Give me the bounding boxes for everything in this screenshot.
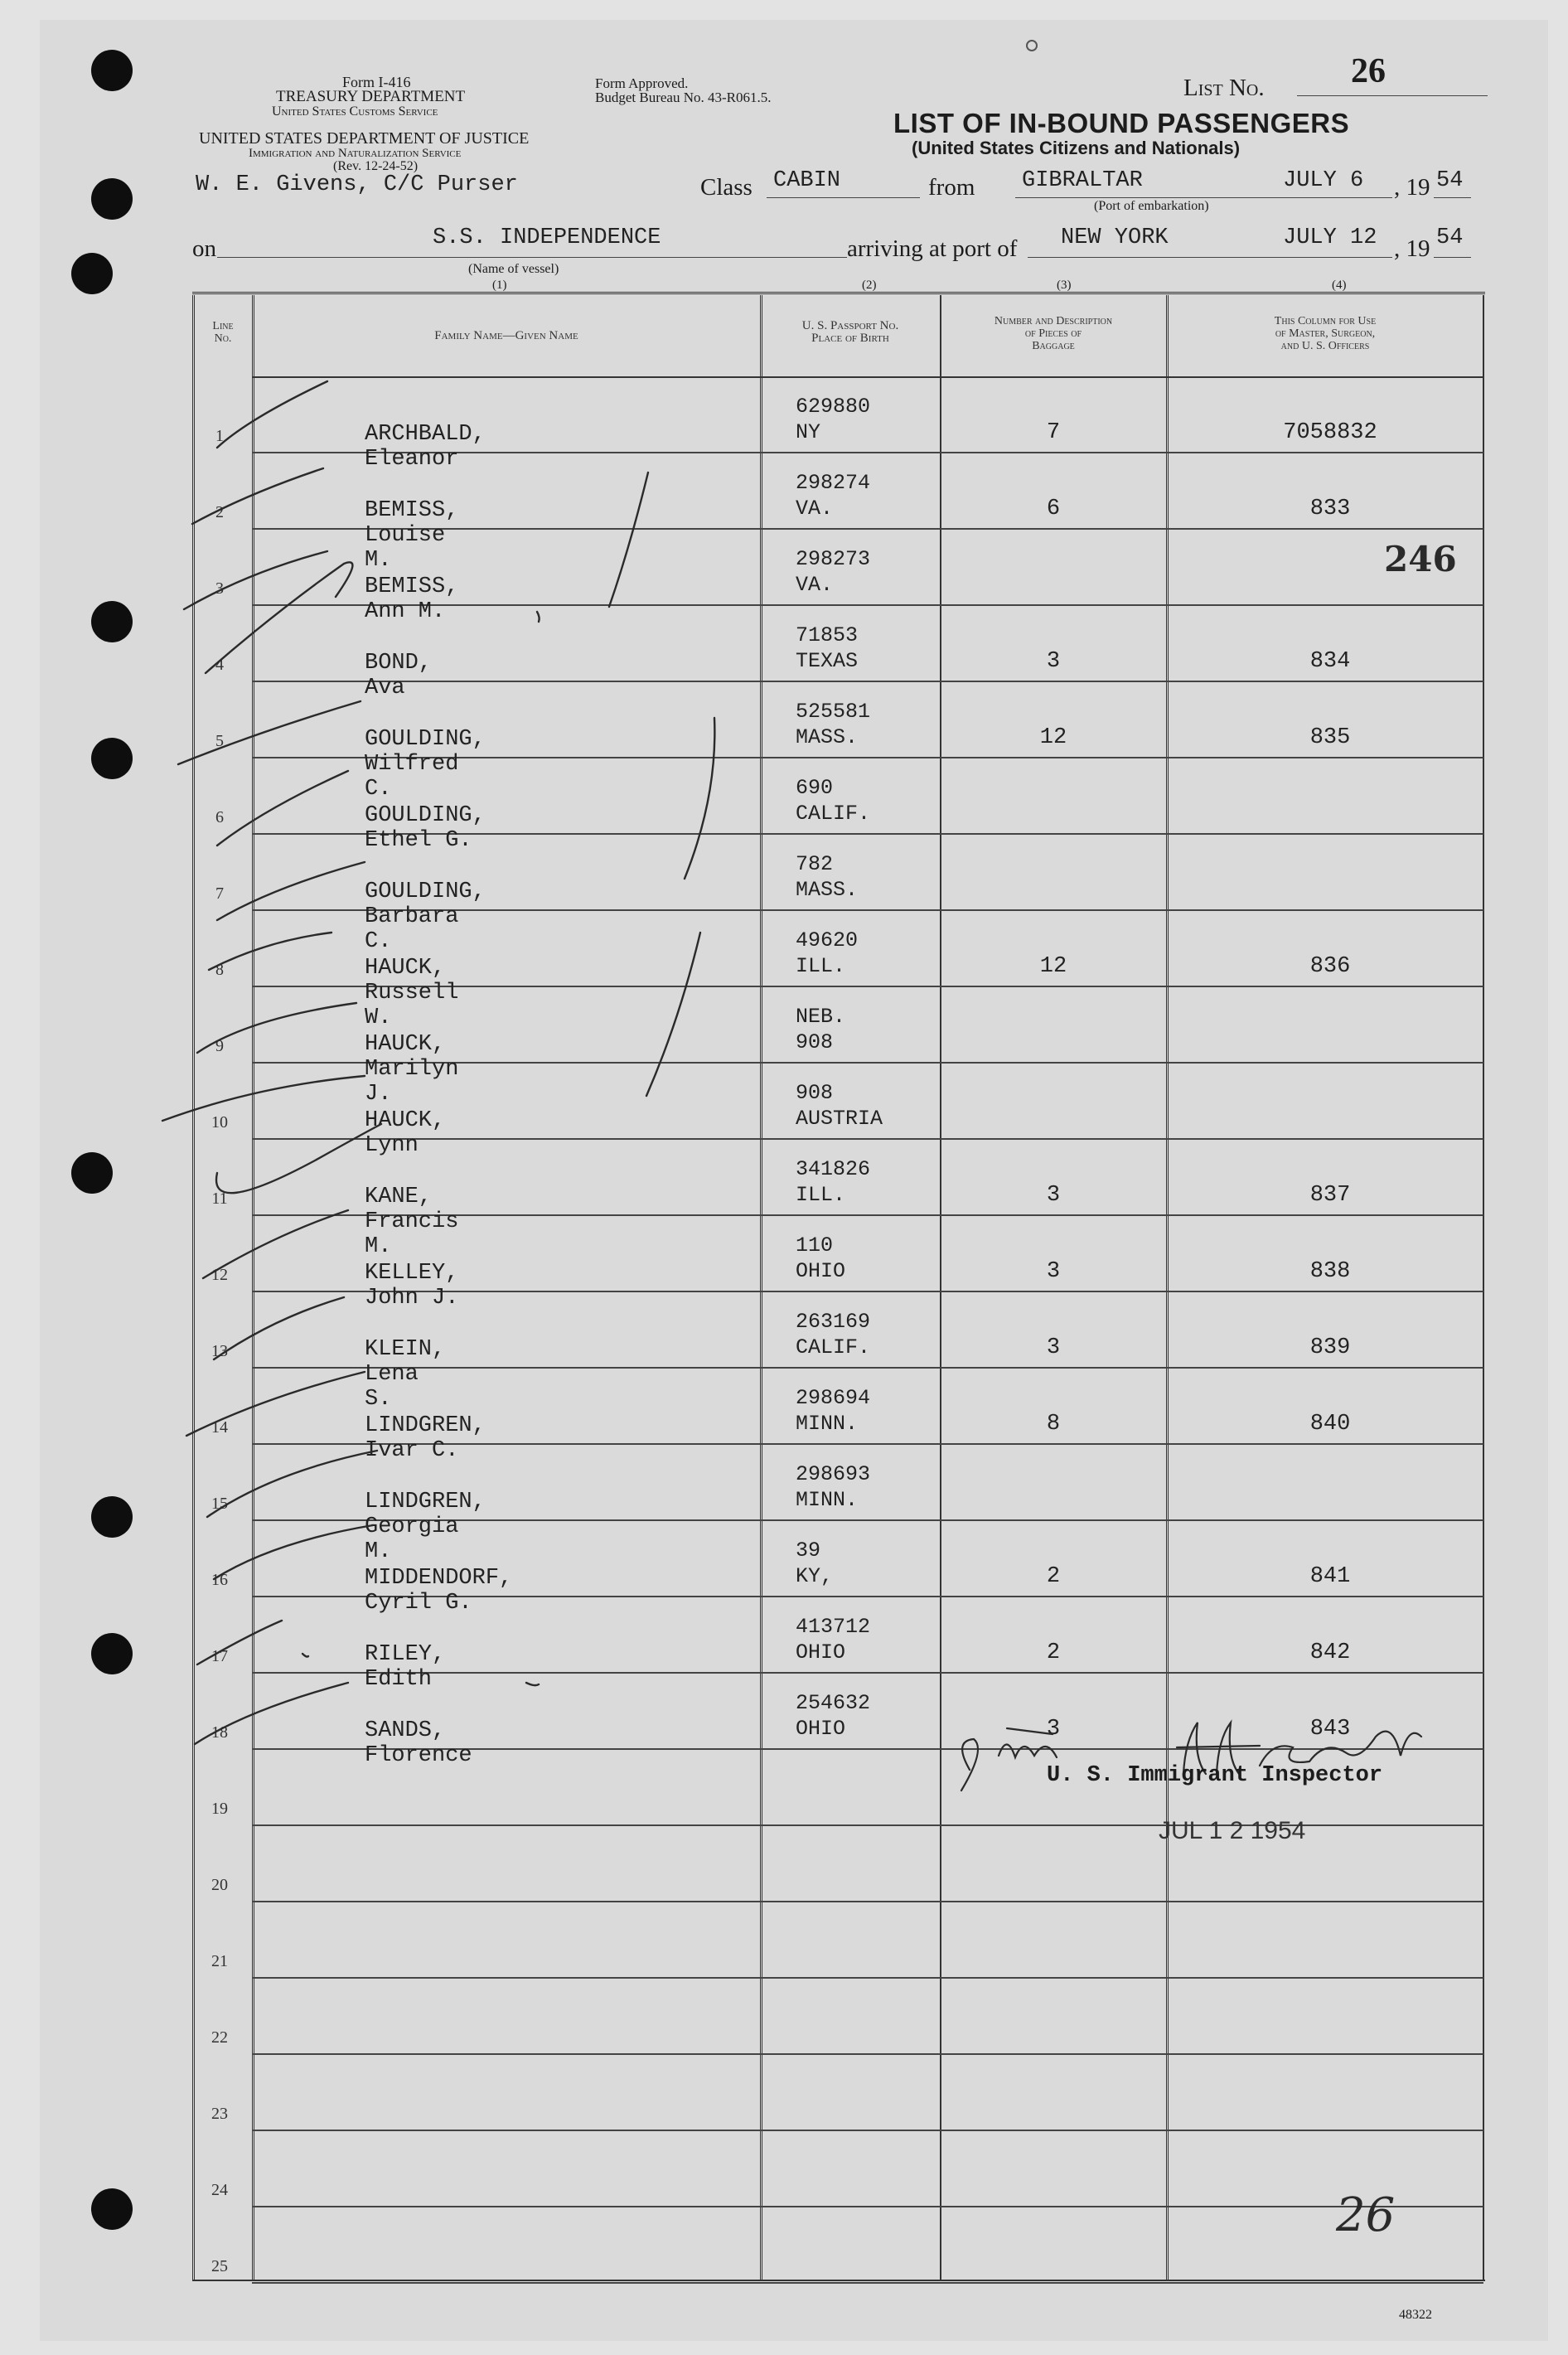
form-approved: Form Approved. (595, 75, 689, 91)
officer-entry: 833 (1309, 497, 1351, 521)
page-subtitle: (United States Citizens and Nationals) (912, 138, 1241, 158)
row-number: 16 (211, 1571, 228, 1589)
page-title: LIST OF IN-BOUND PASSENGERS (893, 108, 1350, 138)
list-no-value: 26 (1351, 52, 1386, 90)
row-number: 24 (211, 2181, 228, 2199)
passport-number: 263169 (796, 1310, 871, 1334)
passenger-name: GOULDING, Barbara C. (365, 879, 486, 954)
baggage-count: 3 (1046, 1335, 1061, 1360)
row-number: 7 (215, 884, 224, 903)
row-number: 11 (211, 1190, 228, 1208)
passport-number: 413712 (796, 1615, 871, 1639)
passenger-name: HAUCK, Lynn (365, 1108, 446, 1158)
form-number: Form I-416 (342, 74, 411, 90)
port-embarkation-caption: (Port of embarkation) (1094, 199, 1209, 213)
col-header-officers: This Column for Use of Master, Surgeon, and U. S. Officers (1274, 315, 1377, 352)
ins-label: Immigration and Naturalization Service (249, 147, 462, 160)
col-header-baggage: Number and Description of Pieces of Baggage (994, 315, 1113, 352)
place-of-birth: OHIO (796, 1717, 846, 1741)
baggage-count: 3 (1046, 649, 1061, 674)
passport-number: 71853 (796, 623, 859, 647)
place-of-birth: CALIF. (796, 1335, 871, 1359)
row-number: 9 (215, 1037, 224, 1055)
passenger-name: KELLEY, John J. (365, 1261, 459, 1311)
row-number: 21 (211, 1952, 228, 1970)
officer-entry: 841 (1309, 1564, 1351, 1589)
class-label: Class (700, 174, 753, 201)
place-of-birth: KY, (796, 1564, 834, 1588)
place-of-birth: VA. (796, 497, 834, 521)
passport-number: 298694 (796, 1386, 871, 1410)
row-number: 14 (211, 1418, 228, 1437)
row-number: 6 (215, 808, 224, 826)
baggage-count: 6 (1046, 497, 1061, 521)
row-number: 25 (211, 2257, 228, 2275)
departure-date: JULY 6 (1283, 168, 1364, 193)
vessel-caption: (Name of vessel) (468, 262, 559, 276)
place-of-birth: MASS. (796, 878, 859, 902)
passport-number: 49620 (796, 928, 859, 952)
row-number: 12 (211, 1266, 228, 1284)
passport-number: 690 (796, 776, 834, 800)
stamp-date: JUL 1 2 1954 (1159, 1817, 1306, 1844)
arrival-port: NEW YORK (1061, 225, 1169, 250)
place-of-birth: MASS. (796, 725, 859, 749)
passenger-name: KANE, Francis M. (365, 1185, 459, 1259)
handwritten-246: 246 (1384, 539, 1457, 579)
place-of-birth: OHIO (796, 1640, 846, 1664)
baggage-count: 8 (1046, 1412, 1061, 1437)
baggage-count: 12 (1039, 954, 1067, 979)
place-of-birth: OHIO (796, 1259, 846, 1283)
row-number: 3 (215, 579, 224, 598)
row-number: 20 (211, 1876, 228, 1894)
passport-number: 341826 (796, 1157, 871, 1181)
passport-number: 298693 (796, 1462, 871, 1486)
baggage-count: 7 (1046, 420, 1061, 445)
place-of-birth: TEXAS (796, 649, 859, 673)
vessel-name: S.S. INDEPENDENCE (433, 225, 661, 250)
year-prefix-2: , 19 (1394, 235, 1430, 262)
passenger-name: LINDGREN, Ivar C. (365, 1413, 486, 1463)
row-number: 13 (211, 1342, 228, 1360)
place-of-birth: AUSTRIA (796, 1107, 883, 1131)
officer-entry: 840 (1309, 1412, 1351, 1437)
passport-number: NEB. (796, 1005, 846, 1029)
passenger-name: KLEIN, Lena S. (365, 1337, 446, 1412)
row-number: 19 (211, 1800, 228, 1818)
handwritten-26: 26 (1336, 2188, 1396, 2242)
col-header-name: Family Name—Given Name (434, 329, 578, 342)
passenger-name: GOULDING, Ethel G. (365, 803, 486, 853)
col-num-1: (1) (492, 279, 507, 292)
row-number: 4 (215, 656, 224, 674)
passport-number: 110 (796, 1233, 834, 1257)
row-number: 8 (215, 961, 224, 979)
row-number: 22 (211, 2028, 228, 2047)
place-of-birth: NY (796, 420, 821, 444)
place-of-birth: MINN. (796, 1488, 859, 1512)
passport-number: 39 (796, 1539, 821, 1563)
row-number: 18 (211, 1723, 228, 1742)
officer-entry: 836 (1309, 954, 1351, 979)
row-number: 10 (211, 1113, 228, 1131)
place-of-birth: MINN. (796, 1412, 859, 1436)
row-number: 5 (215, 732, 224, 750)
passenger-name: BEMISS, Ann M. (365, 574, 459, 624)
baggage-count: 3 (1046, 1717, 1061, 1742)
place-of-birth: 908 (796, 1030, 834, 1054)
officer-entry: 839 (1309, 1335, 1351, 1360)
customs-service: United States Customs Service (272, 104, 438, 119)
col-num-4: (4) (1332, 279, 1347, 292)
year-suffix-1: 54 (1436, 168, 1464, 193)
col-num-2: (2) (862, 279, 877, 292)
year-suffix-2: 54 (1436, 225, 1464, 250)
from-label: from (928, 174, 975, 201)
passenger-name: BOND, Ava (365, 651, 433, 700)
class-value: CABIN (773, 168, 841, 193)
dept-justice: UNITED STATES DEPARTMENT OF JUSTICE (199, 129, 530, 148)
place-of-birth: ILL. (796, 954, 846, 978)
passenger-name: SANDS, Florence (365, 1718, 472, 1768)
passenger-name: GOULDING, Wilfred C. (365, 727, 486, 802)
arriving-label: arriving at port of (847, 235, 1018, 262)
officer-entry: 834 (1309, 649, 1351, 674)
passport-number: 525581 (796, 700, 871, 724)
col-header-line-no: Line No. (212, 320, 234, 345)
treasury-dept: TREASURY DEPARTMENT (276, 88, 466, 105)
baggage-count: 12 (1039, 725, 1067, 750)
passport-number: 782 (796, 852, 834, 876)
passport-number: 254632 (796, 1691, 871, 1715)
on-label: on (192, 235, 216, 262)
row-number: 1 (215, 427, 224, 445)
place-of-birth: ILL. (796, 1183, 846, 1207)
officer-entry: 842 (1309, 1640, 1351, 1665)
passenger-name: HAUCK, Marilyn J. (365, 1032, 459, 1107)
passenger-name: HAUCK, Russell W. (365, 956, 459, 1030)
from-value: GIBRALTAR (1022, 168, 1143, 193)
year-prefix-1: , 19 (1394, 174, 1430, 201)
passenger-name: BEMISS, Louise M. (365, 498, 459, 573)
col-num-3: (3) (1057, 279, 1072, 292)
row-number: 2 (215, 503, 224, 521)
purser: W. E. Givens, C/C Purser (196, 172, 518, 197)
row-number: 23 (211, 2105, 228, 2123)
passenger-name: ARCHBALD, Eleanor (365, 422, 486, 472)
passport-number: 298274 (796, 471, 871, 495)
col-header-passport: U. S. Passport No. Place of Birth (801, 319, 899, 345)
passport-number: 908 (796, 1081, 834, 1105)
baggage-count: 3 (1046, 1183, 1061, 1208)
place-of-birth: CALIF. (796, 802, 871, 826)
passenger-name: RILEY, Edith (365, 1642, 446, 1692)
row-number: 17 (211, 1647, 228, 1665)
passenger-name: LINDGREN, Georgia M. (365, 1490, 486, 1564)
baggage-count: 3 (1046, 1259, 1061, 1284)
officer-entry: 835 (1309, 725, 1351, 750)
footer-code: 48322 (1399, 2308, 1432, 2322)
place-of-birth: VA. (796, 573, 834, 597)
inspector-title: U. S. Immigrant Inspector (1047, 1763, 1383, 1788)
officer-entry: 843 (1309, 1717, 1351, 1742)
list-no-label: List No. (1183, 75, 1265, 101)
baggage-count: 2 (1046, 1640, 1061, 1665)
passenger-name: MIDDENDORF, Cyril G. (365, 1566, 513, 1616)
passport-number: 298273 (796, 547, 871, 571)
passport-number: 629880 (796, 395, 871, 419)
budget-bureau: Budget Bureau No. 43-R061.5. (595, 90, 772, 105)
baggage-count: 2 (1046, 1564, 1061, 1589)
arrival-date: JULY 12 (1283, 225, 1377, 250)
rev-label: (Rev. 12-24-52) (333, 159, 419, 173)
officer-entry: 837 (1309, 1183, 1351, 1208)
officer-entry: 7058832 (1283, 420, 1377, 445)
row-number: 15 (211, 1495, 228, 1513)
officer-entry: 838 (1309, 1259, 1351, 1284)
